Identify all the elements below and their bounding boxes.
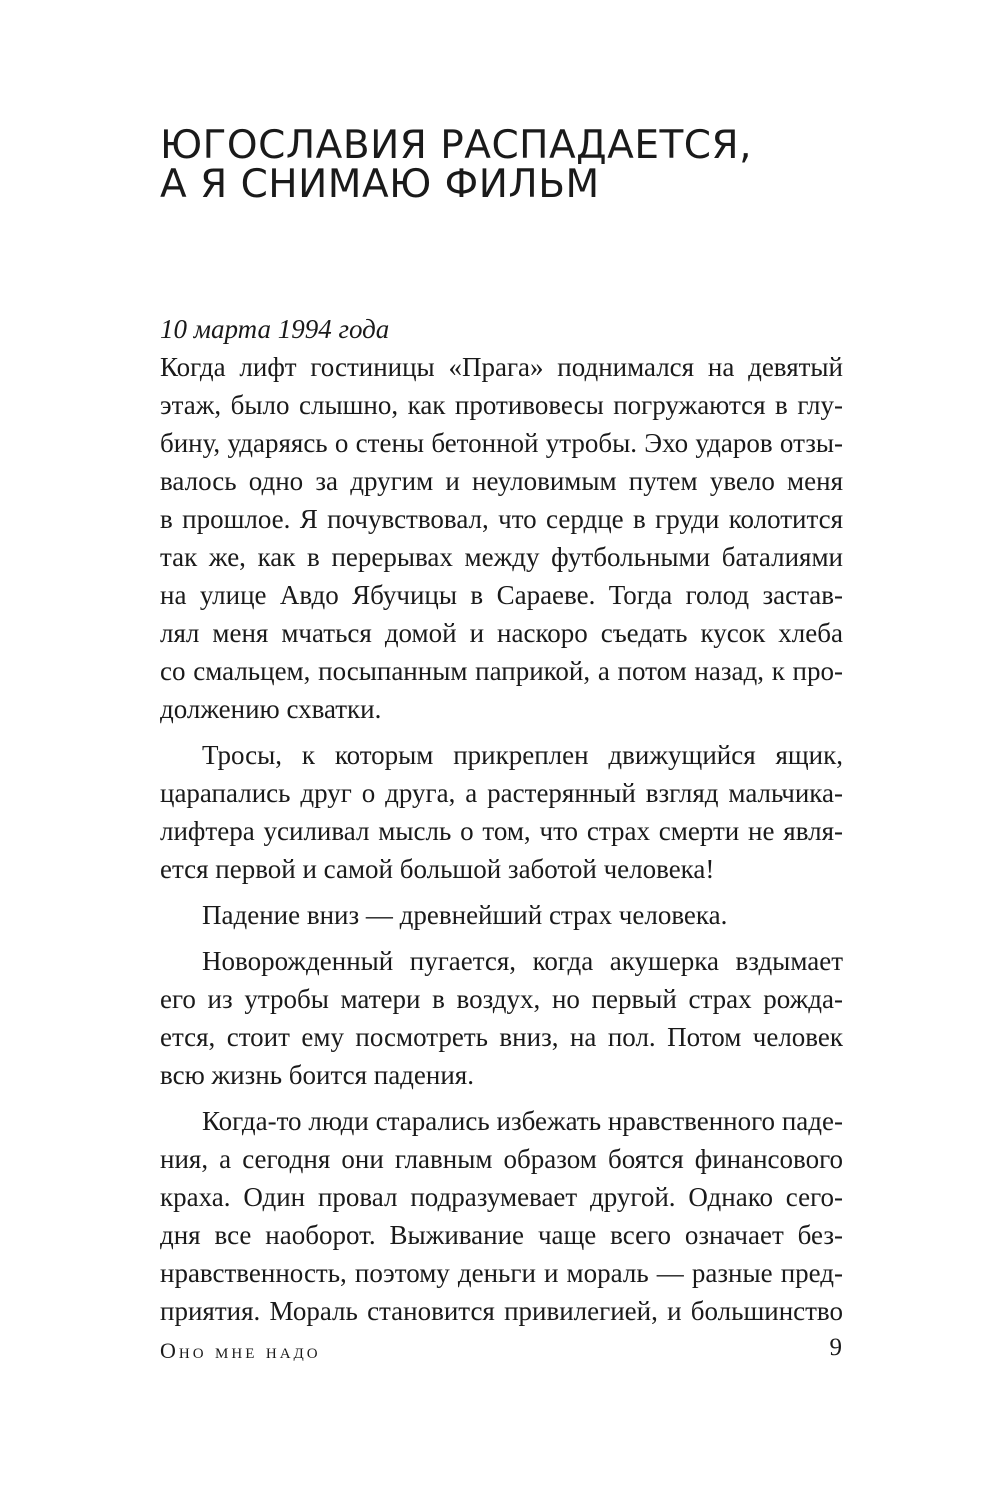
paragraph-1	[160, 348, 843, 728]
paragraph-3: Падение вниз — древнейший страх человека.	[202, 900, 728, 930]
chapter-title-line-2: А Я СНИМАЮ ФИЛЬМ	[160, 162, 600, 207]
text-line: должению схватки.	[160, 694, 382, 724]
text-line: валось одно за другим и неуловимым путем увело меня	[160, 466, 843, 496]
text-line: Тросы, к которым прикреплен движущийся ящик,	[202, 740, 843, 770]
text-line: дня все наоборот. Выживание чаще всего означает без-	[160, 1220, 843, 1250]
text-line: царапались друг о друга, а растерянный взгляд мальчика-	[160, 778, 843, 808]
paragraph-4	[160, 942, 843, 1094]
text-line: в прошлое. Я почувствовал, что сердце в груди колотится	[160, 504, 843, 534]
date-line: 10 марта 1994 года	[160, 314, 390, 344]
text-line: этаж, было слышно, как противовесы погружаются в глу-	[160, 390, 843, 420]
text-line: ния, а сегодня они главным образом боятся финансового	[160, 1144, 843, 1174]
paragraph-2	[160, 736, 843, 888]
text-line: нравственность, поэтому деньги и мораль — разные пред-	[160, 1258, 843, 1288]
chapter-title	[160, 123, 920, 207]
chapter-title-line-1: ЮГОСЛАВИЯ РАСПАДАЕТСЯ,	[160, 123, 753, 168]
text-line: Новорожденный пугается, когда акушерка вздымает	[202, 946, 843, 976]
text-line: приятия. Мораль становится привилегией, и большинство	[160, 1296, 843, 1326]
text-line: краха. Один провал подразумевает другой. Однако сего-	[160, 1182, 843, 1212]
page-number: 9	[829, 1334, 842, 1361]
text-line: бину, ударяясь о стены бетонной утробы. Эхо ударов отзы-	[160, 428, 843, 458]
text-line: его из утробы матери в воздух, но первый страх рожда-	[160, 984, 843, 1014]
text-line: лифтера усиливал мысль о том, что страх смерти не явля-	[160, 816, 843, 846]
text-line: лял меня мчаться домой и наскоро съедать кусок хлеба	[160, 618, 843, 648]
text-line: всю жизнь боится падения.	[160, 1060, 474, 1090]
text-line: ется, стоит ему посмотреть вниз, на пол. Потом человек	[160, 1022, 843, 1052]
text-line: Когда-то люди старались избежать нравственного паде-	[202, 1106, 843, 1136]
running-footer-book-title: Оно мне надо	[160, 1338, 321, 1363]
paragraph-5	[160, 1102, 843, 1330]
text-line: так же, как в перерывах между футбольными баталиями	[160, 542, 843, 572]
text-line: ется первой и самой большой заботой человека!	[160, 854, 715, 884]
text-line: со смальцем, посыпанным паприкой, а потом назад, к про-	[160, 656, 843, 686]
body-text	[160, 310, 843, 1338]
text-line: на улице Авдо Ябучицы в Сараеве. Тогда голод застав-	[160, 580, 843, 610]
text-line: Когда лифт гостиницы «Прага» поднимался на девятый	[160, 352, 843, 382]
